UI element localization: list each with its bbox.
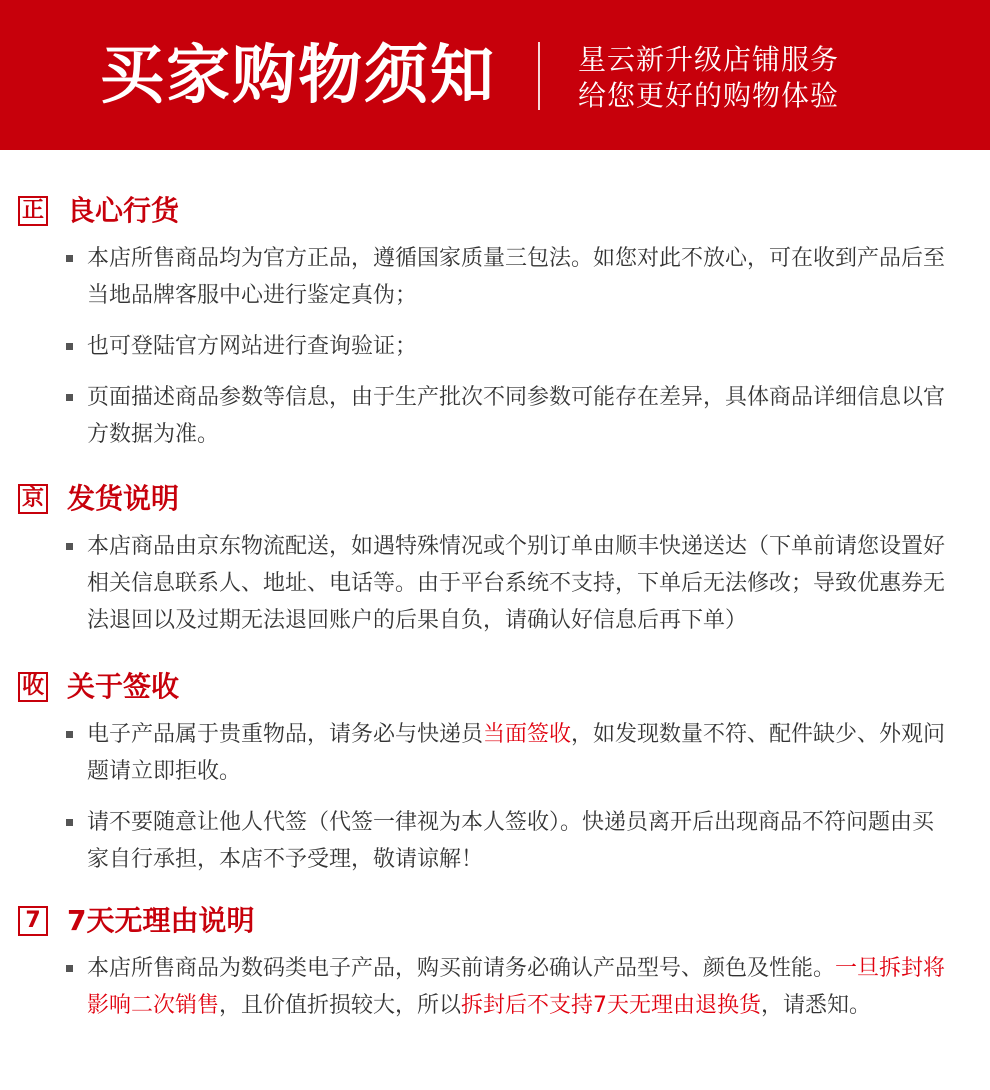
highlight-text: 当面签收	[483, 722, 572, 747]
section-shipping-info	[0, 484, 990, 639]
list-item	[0, 528, 990, 639]
item-text: 请不要随意让他人代签（代签一律视为本人签收）。快递员离开后出现商品不符问题由买家自行承担，本店不予受理，敬请谅解！	[87, 810, 935, 872]
item-text: 本店所售商品为数码类电子产品，购买前请务必确认产品型号、颜色及性能。	[87, 956, 836, 981]
item-text: ，且价值折损较大，所以	[219, 993, 462, 1018]
highlight-text: 拆封后不支持7天无理由退换货	[461, 993, 762, 1018]
list-item	[0, 716, 990, 790]
section-7-day-return	[0, 906, 990, 1024]
seven-icon: 7	[18, 906, 48, 936]
bullet-icon	[66, 731, 73, 738]
item-text: 本店商品由京东物流配送，如遇特殊情况或个别订单由顺丰快递送达（下单前请您设置好相关信息联系人、地址、电话等。由于平台系统不支持，下单后无法修改；导致优惠券无法退回以及过期无法退回账户的后果自负，请确认好信息后再下单）	[87, 534, 946, 633]
jd-icon: 京	[18, 484, 48, 514]
bullet-icon	[66, 543, 73, 550]
section-signing	[0, 672, 990, 878]
bullet-icon	[66, 255, 73, 262]
banner-title: 买家购物须知	[100, 39, 496, 113]
item-text: ，请悉知。	[761, 993, 872, 1018]
bullet-icon	[66, 394, 73, 401]
banner-subtitle-line1: 星云新升级店铺服务	[578, 43, 840, 76]
section-title: 关于签收	[67, 670, 180, 703]
section-title: 良心行货	[67, 194, 180, 227]
header-banner	[0, 0, 990, 150]
genuine-icon: 正	[18, 196, 48, 226]
bullet-icon	[66, 819, 73, 826]
highlight-text: 一旦拆封将影响二次销售	[87, 956, 946, 1018]
item-text: 也可登陆官方网站进行查询验证；	[87, 334, 418, 359]
item-text: 本店所售商品均为官方正品，遵循国家质量三包法。如您对此不放心，可在收到产品后至当地品牌客服中心进行鉴定真伪；	[87, 246, 946, 308]
section-genuine-goods	[0, 196, 990, 453]
bullet-icon	[66, 965, 73, 972]
receive-icon: 收	[18, 672, 48, 702]
item-text: ，如发现数量不符、配件缺少、外观问题请立即拒收。	[87, 722, 946, 784]
list-item	[0, 328, 990, 365]
banner-divider	[538, 42, 540, 110]
list-item	[0, 240, 990, 314]
list-item	[0, 804, 990, 878]
item-text: 电子产品属于贵重物品，请务必与快递员	[87, 722, 484, 747]
section-title: 发货说明	[67, 482, 180, 515]
bullet-icon	[66, 343, 73, 350]
section-title: 7天无理由说明	[67, 904, 255, 937]
item-text: 页面描述商品参数等信息，由于生产批次不同参数可能存在差异，具体商品详细信息以官方数据为准。	[87, 385, 946, 447]
list-item	[0, 379, 990, 453]
list-item	[0, 950, 990, 1024]
banner-subtitle-line2: 给您更好的购物体验	[578, 79, 840, 112]
